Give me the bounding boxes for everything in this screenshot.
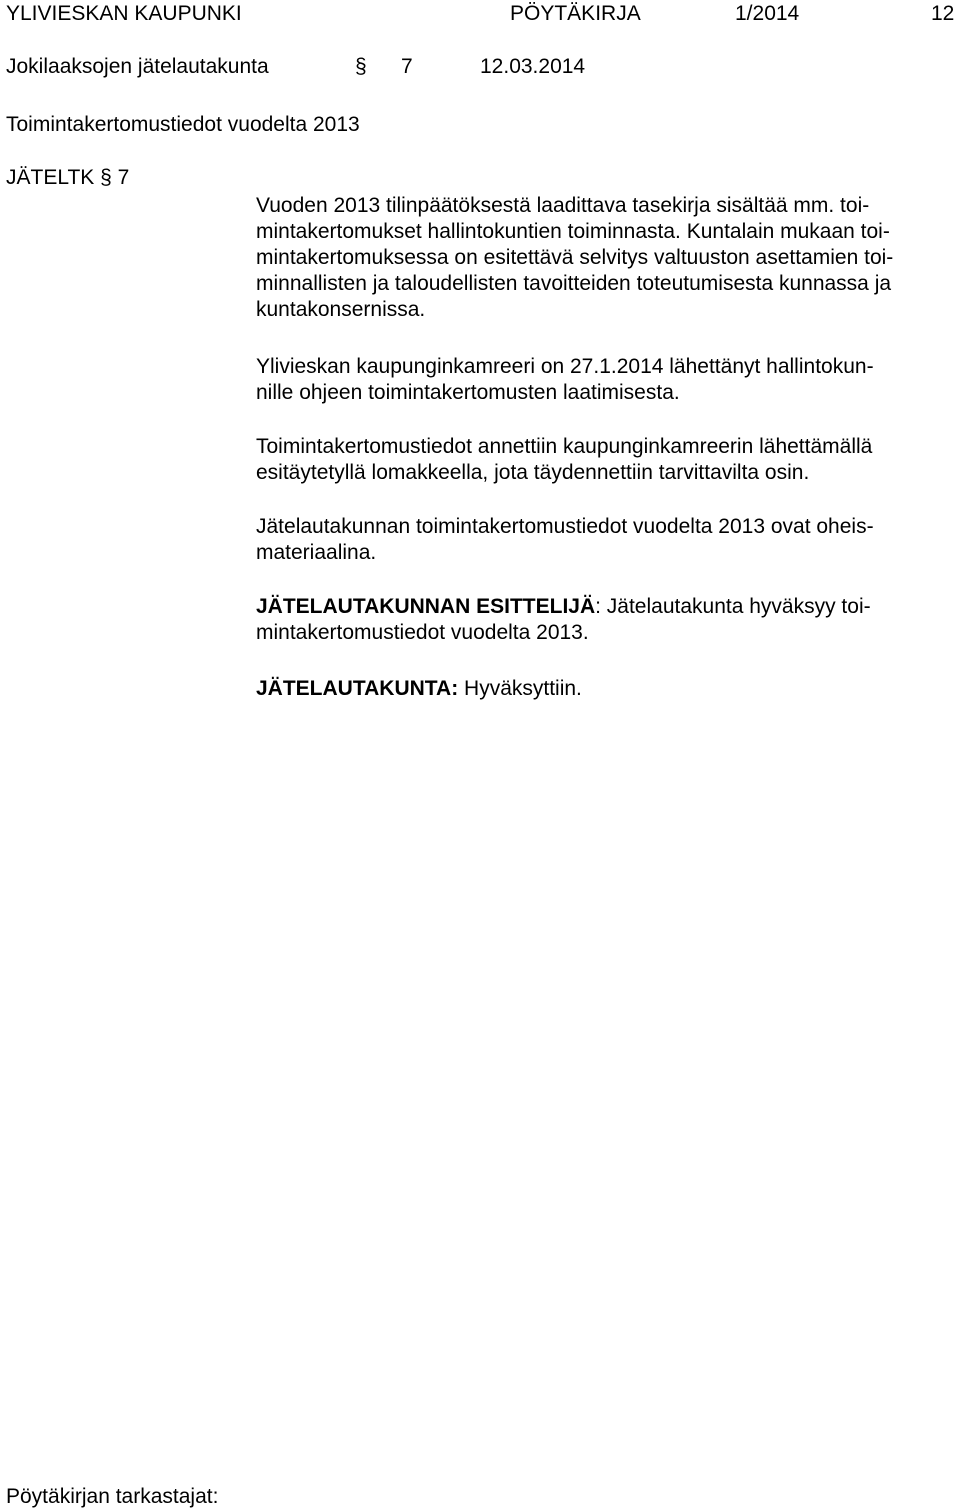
proposal-text-line2: mintakertomustiedot vuodelta 2013. (256, 621, 589, 644)
proposal-paragraph (256, 594, 956, 646)
header-section-sign: § (355, 55, 367, 78)
paragraph-line: materiaalina. (256, 541, 377, 564)
section-label-sign: § (100, 166, 112, 189)
header-page-number: 12 (931, 2, 955, 25)
footer-checkers-label: Pöytäkirjan tarkastajat: (6, 1485, 219, 1508)
paragraph-line: kuntakonsernissa. (256, 298, 426, 321)
header-org: YLIVIESKAN KAUPUNKI (6, 2, 242, 25)
paragraph-line: mintakertomuksessa on esitettävä selvitys valtuuston asettamien toi- (256, 246, 894, 269)
paragraph-line: minnallisten ja taloudellisten tavoitteiden toteutumisesta kunnassa ja (256, 272, 892, 295)
decision-paragraph (256, 676, 956, 702)
decision-label: JÄTELAUTAKUNTA: (256, 677, 459, 700)
paragraph-line: Toimintakertomustiedot annettiin kaupunginkamreerin lähettämällä (256, 435, 873, 458)
paragraph-line: Ylivieskan kaupunginkamreeri on 27.1.2014 lähettänyt hallintokun- (256, 355, 874, 378)
paragraph-1 (256, 193, 956, 323)
paragraph-line: Jätelautakunnan toimintakertomustiedot vuodelta 2013 ovat oheis- (256, 515, 874, 538)
header-section-number: 7 (401, 55, 413, 78)
paragraph-4 (256, 514, 956, 566)
decision-text: Hyväksyttiin. (458, 677, 582, 700)
section-label-number: 7 (117, 166, 130, 189)
header-committee: Jokilaaksojen jätelautakunta (6, 55, 269, 78)
paragraph-line: Vuoden 2013 tilinpäätöksestä laadittava tasekirja sisältää mm. toi- (256, 194, 870, 217)
header-date: 12.03.2014 (480, 55, 586, 78)
page-title: Toimintakertomustiedot vuodelta 2013 (6, 113, 360, 136)
paragraph-line: nille ohjeen toimintakertomusten laatimisesta. (256, 381, 680, 404)
paragraph-line: esitäytetyllä lomakkeella, jota täydennettiin tarvittavilta osin. (256, 461, 810, 484)
header-doc-number: 1/2014 (735, 2, 800, 25)
section-label (6, 165, 129, 191)
header-doc-type: PÖYTÄKIRJA (510, 2, 641, 25)
paragraph-2 (256, 354, 956, 406)
section-label-prefix: JÄTELTK (6, 166, 95, 189)
proposal-text: : Jätelautakunta hyväksyy toi- (595, 595, 871, 618)
paragraph-3 (256, 434, 956, 486)
paragraph-line: mintakertomukset hallintokuntien toiminnasta. Kuntalain mukaan toi- (256, 220, 890, 243)
proposal-label: JÄTELAUTAKUNNAN ESITTELIJÄ (256, 595, 596, 618)
